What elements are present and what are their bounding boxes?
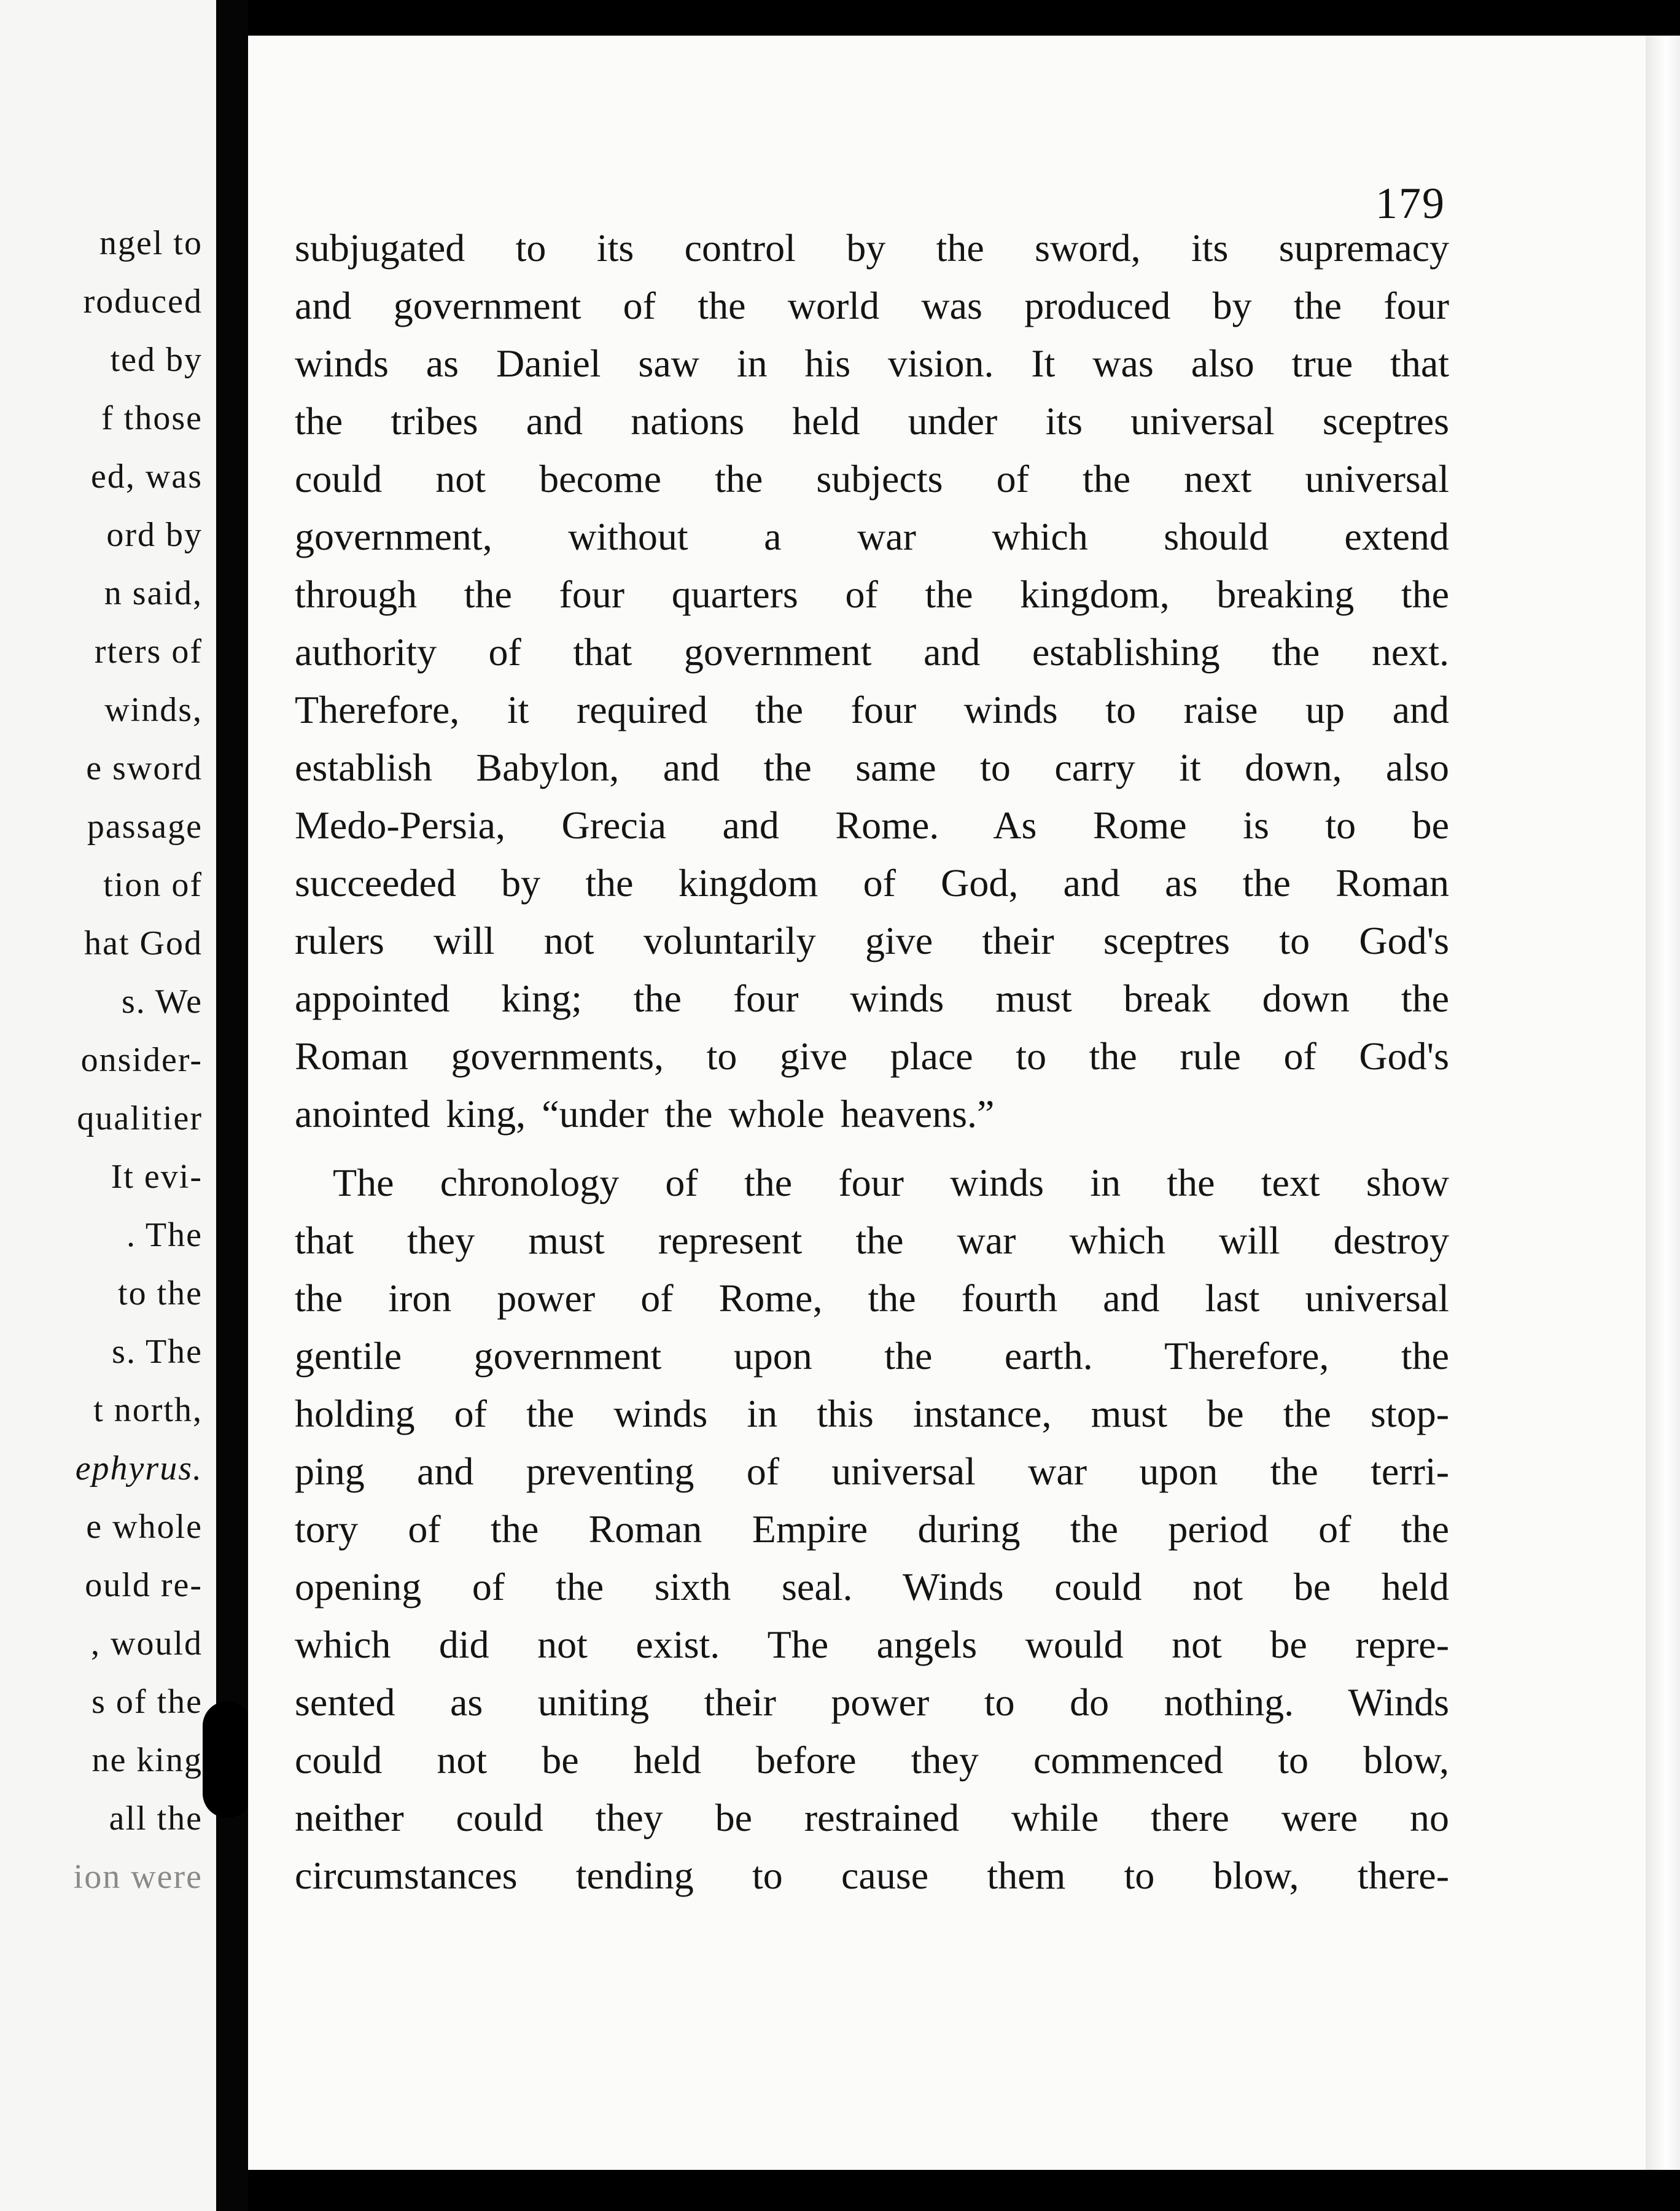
facing-page-line: ord by (106, 516, 203, 554)
facing-page-line: onsider- (80, 1041, 203, 1079)
facing-page-line: ted by (110, 341, 203, 379)
facing-page-line: all the (109, 1800, 203, 1838)
facing-page-line: f those (101, 399, 203, 437)
text-line: Therefore, it required the four winds to raise up and (295, 688, 1449, 731)
facing-page-line: winds, (104, 691, 203, 729)
page-body-text (295, 0, 1449, 2211)
facing-page-line: n said, (104, 574, 203, 612)
text-line: tory of the Roman Empire during the period of the (295, 1507, 1449, 1551)
facing-page-line: ngel to (99, 224, 203, 262)
facing-page-line: s. The (112, 1333, 203, 1371)
facing-page-line: t north, (93, 1391, 203, 1429)
text-line: the iron power of Rome, the fourth and last universal (295, 1276, 1449, 1320)
facing-page-line: e whole (86, 1508, 203, 1546)
text-line: the tribes and nations held under its universal sceptres (295, 399, 1449, 443)
text-line: The chronology of the four winds in the text show (333, 1161, 1449, 1204)
text-line: Medo-Persia, Grecia and Rome. As Rome is to be (295, 803, 1449, 847)
text-line: ping and preventing of universal war upon the terri- (295, 1449, 1449, 1493)
facing-page-line: tion of (103, 866, 203, 904)
facing-page-line: , would (91, 1624, 203, 1663)
text-line: subjugated to its control by the sword, its supremacy (295, 226, 1449, 270)
facing-page-line: s. We (121, 983, 203, 1021)
facing-page-line: It evi- (111, 1158, 203, 1196)
book-gutter (216, 0, 248, 2211)
text-line: that they must represent the war which will destroy (295, 1219, 1449, 1262)
text-line: Roman governments, to give place to the rule of God's (295, 1034, 1449, 1078)
facing-page-line: passage (87, 808, 203, 846)
text-line: and government of the world was produced by the four (295, 284, 1449, 327)
text-line: winds as Daniel saw in his vision. It was also true that (295, 341, 1449, 385)
text-line: succeeded by the kingdom of God, and as the Roman (295, 861, 1449, 905)
facing-page-fragment (0, 0, 216, 2211)
facing-page-line: e sword (86, 749, 203, 787)
facing-page-line: s of the (91, 1683, 203, 1721)
text-line: establish Babylon, and the same to carry it down, also (295, 746, 1449, 789)
text-line: authority of that government and establishing the next. (295, 630, 1449, 674)
text-line: through the four quarters of the kingdom, breaking the (295, 572, 1449, 616)
facing-page-line: ne king (91, 1741, 203, 1779)
text-line: rulers will not voluntarily give their sceptres to God's (295, 919, 1449, 962)
facing-page-line: to the (118, 1274, 203, 1312)
facing-page-line: rters of (94, 633, 203, 671)
facing-page-line: ould re- (85, 1566, 203, 1604)
facing-page-line: ion were (73, 1858, 203, 1896)
facing-page-line: roduced (83, 283, 203, 321)
facing-page-line: ed, was (91, 458, 203, 496)
facing-page-line: . The (126, 1216, 203, 1254)
facing-page-line: hat God (84, 924, 203, 962)
facing-page-line: qualitier (77, 1099, 203, 1137)
text-line: government, without a war which should extend (295, 515, 1449, 558)
text-line: opening of the sixth seal. Winds could not be held (295, 1565, 1449, 1609)
facing-page-line: ephyrus. (75, 1449, 203, 1488)
text-line: anointed king, “under the whole heavens.” (295, 1092, 995, 1136)
text-line: appointed king; the four winds must break down the (295, 977, 1449, 1020)
page-edge (1646, 36, 1680, 2170)
text-line: could not become the subjects of the next universal (295, 457, 1449, 501)
text-line: neither could they be restrained while there were no (295, 1796, 1449, 1839)
text-line: circumstances tending to cause them to blow, there- (295, 1854, 1449, 1897)
gutter-ink-blot (203, 1701, 252, 1818)
text-line: gentile government upon the earth. Therefore, the (295, 1334, 1449, 1378)
page-number: 179 (1375, 179, 1445, 228)
text-line: could not be held before they commenced to blow, (295, 1738, 1449, 1782)
text-line: holding of the winds in this instance, must be the stop- (295, 1392, 1449, 1435)
text-line: which did not exist. The angels would not be repre- (295, 1623, 1449, 1666)
text-line: sented as uniting their power to do nothing. Winds (295, 1680, 1449, 1724)
